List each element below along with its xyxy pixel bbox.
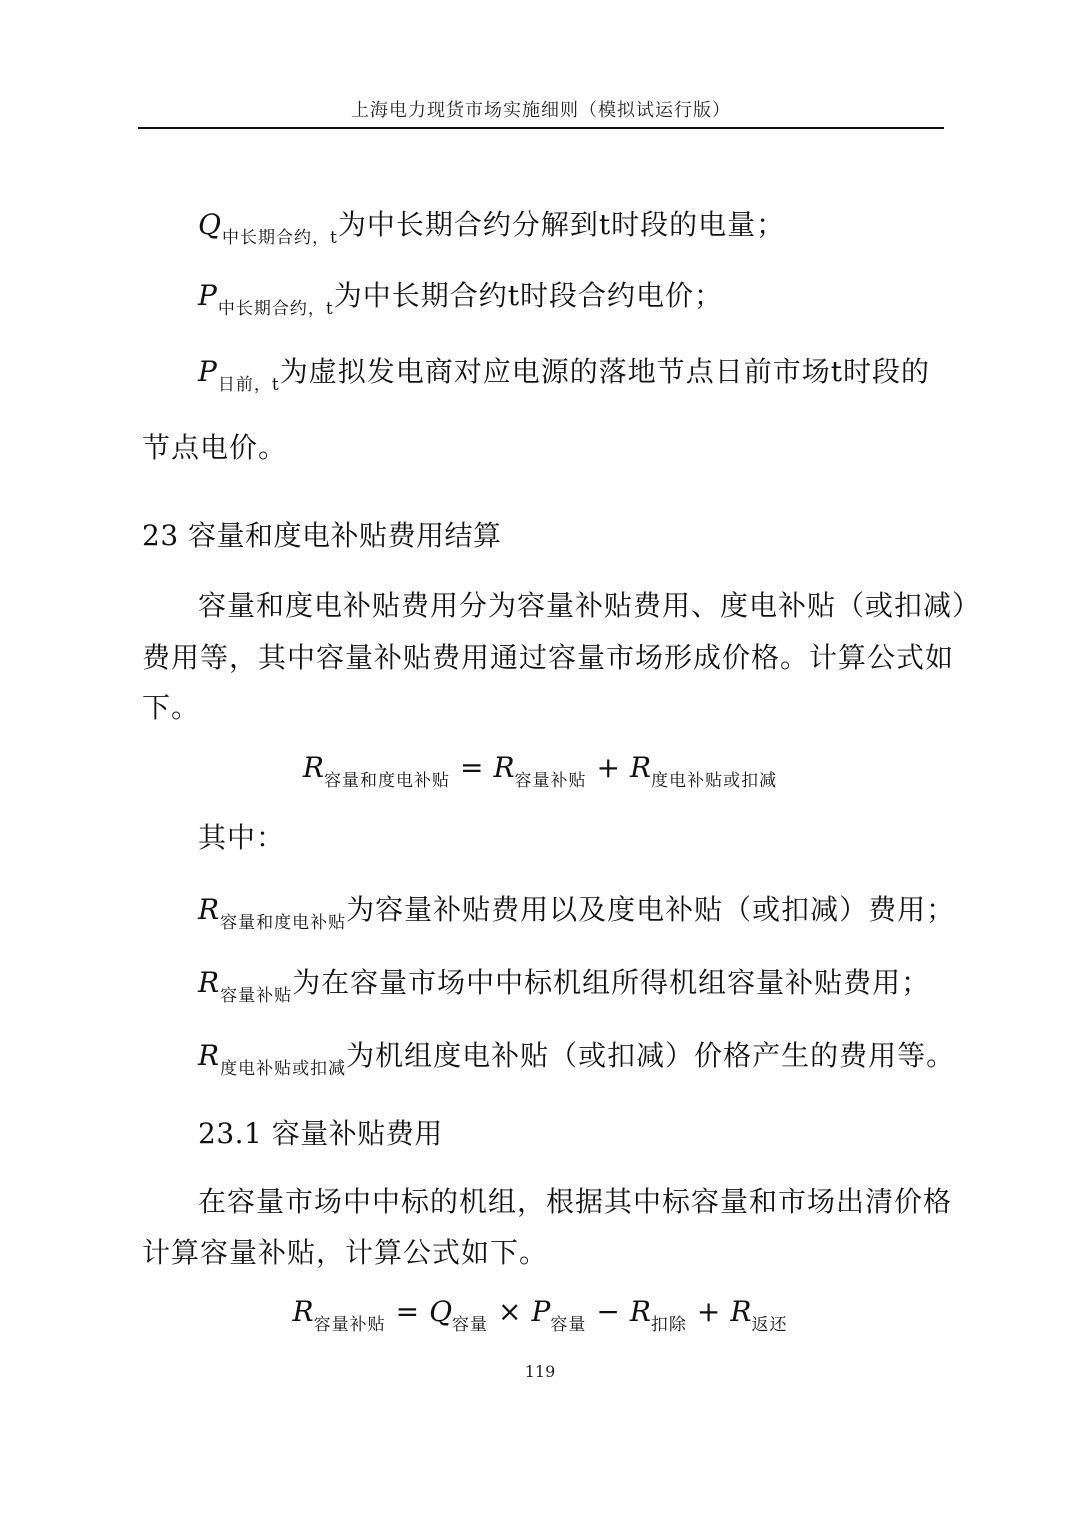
formula-r-refund-symbol: R [730,1295,752,1328]
page-number: 119 [524,1362,556,1381]
formula-capacity-subsidy [0,1292,1080,1345]
definition-text: 为虚拟发电商对应电源的落地节点日前市场t时段的 [279,355,930,388]
formula-lhs-subscript: 容量补贴 [313,1315,386,1335]
formula-total-subsidy [0,748,1080,801]
section-23-paragraph-line-3: 下。 [142,691,201,724]
formula-r-deduct-symbol: R [629,1295,651,1328]
var-symbol: P [198,279,218,312]
definition-p-dayahead-continued: 节点电价。 [142,431,288,464]
definition-r-capacity [198,963,942,1016]
formula-p-symbol: P [531,1295,551,1328]
var-symbol: R [198,966,221,999]
var-subscript: 日前，t [217,375,280,395]
header-title: 上海电力现货市场实施细则（模拟试运行版） [351,100,731,121]
formula-term-2-symbol: R [630,751,652,784]
formula-r-refund-subscript: 返还 [751,1315,788,1335]
where-label: 其中： [198,821,286,854]
formula-q-subscript: 容量 [452,1315,489,1335]
formula-r-deduct-subscript: 扣除 [650,1315,687,1335]
formula-lhs-symbol: R [292,1295,314,1328]
equals-sign: = [459,751,484,784]
section-23-paragraph-line-1: 容量和度电补贴费用分为容量补贴费用、度电补贴（或扣减） [198,589,982,622]
minus-sign: − [596,1295,620,1328]
definition-text: 为容量补贴费用以及度电补贴（或扣减）费用； [346,893,956,926]
definition-text: 为中长期合约t时段合约电价； [333,279,723,312]
var-subscript: 中长期合约，t [217,299,334,319]
equals-sign: = [395,1295,420,1328]
definition-text: 为中长期合约分解到t时段的电量； [337,208,786,241]
section-23-1-heading: 23.1 容量补贴费用 [198,1117,443,1150]
plus-sign: + [596,751,621,784]
header-divider [138,127,944,129]
var-symbol: Q [198,208,222,241]
definition-p-contract [198,276,942,329]
formula-p-subscript: 容量 [550,1315,587,1335]
var-subscript: 容量补贴 [220,986,293,1006]
section-23-heading: 23 容量和度电补贴费用结算 [142,519,502,552]
section-23-1-paragraph-line-1: 在容量市场中中标的机组，根据其中标容量和市场出清价格 [198,1185,953,1218]
definition-r-total [198,890,956,943]
var-symbol: P [198,355,218,388]
var-subscript: 中长期合约，t [221,228,338,248]
section-23-paragraph-line-2: 费用等，其中容量补贴费用通过容量市场形成价格。计算公式如 [142,641,955,674]
formula-term-1-symbol: R [493,751,515,784]
formula-q-symbol: Q [429,1295,453,1328]
definition-r-per-kwh [198,1036,956,1089]
var-symbol: R [198,893,221,926]
definition-p-dayahead [198,352,942,405]
definition-text: 为在容量市场中中标机组所得机组容量补贴费用； [292,966,931,999]
formula-lhs-symbol: R [302,751,324,784]
section-23-1-paragraph-line-2: 计算容量补贴，计算公式如下。 [142,1236,549,1269]
definition-text: 为机组度电补贴（或扣减）价格产生的费用等。 [346,1039,956,1072]
var-subscript: 容量和度电补贴 [220,913,347,933]
plus-sign: + [696,1295,721,1328]
formula-lhs-subscript: 容量和度电补贴 [323,771,450,791]
formula-term-2-subscript: 度电补贴或扣减 [651,771,778,791]
definition-q-contract [198,205,942,258]
formula-term-1-subscript: 容量补贴 [514,771,587,791]
var-subscript: 度电补贴或扣减 [220,1059,347,1079]
times-sign: × [498,1295,522,1328]
var-symbol: R [198,1039,221,1072]
